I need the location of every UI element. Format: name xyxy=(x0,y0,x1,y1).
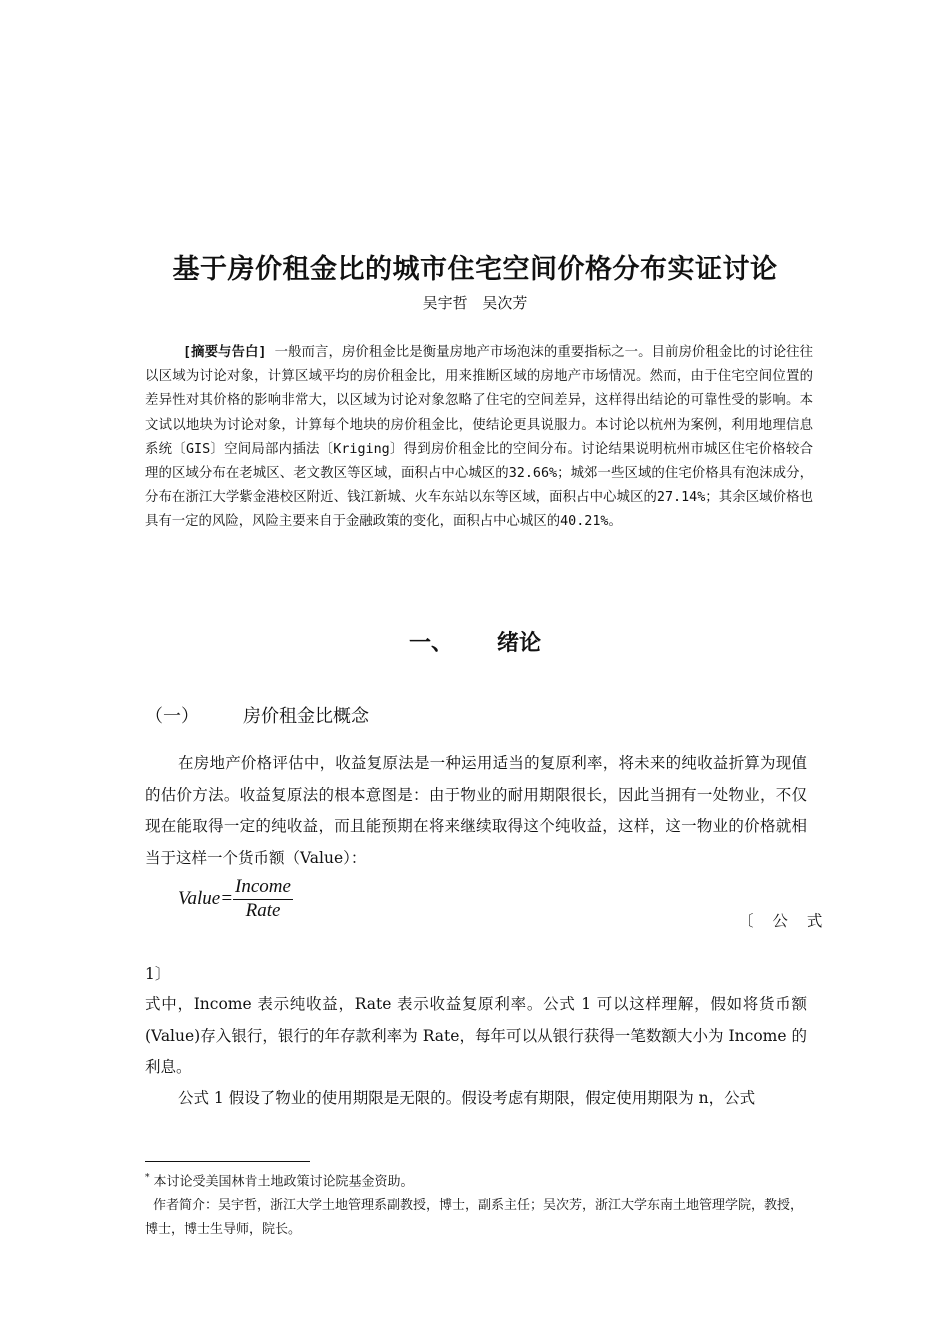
abstract xyxy=(145,341,813,535)
formula-fraction xyxy=(233,876,293,922)
section-heading xyxy=(0,626,950,657)
subsection-title: 房价租金比概念 xyxy=(243,706,369,727)
subsection-number: （一） xyxy=(145,706,199,727)
paragraph-2: 式中，Income 表示纯收益，Rate 表示收益复原利率。公式 1 可以这样理解，假如将货币额(Value)存入银行，银行的年存款利率为 Rate，每年可以从银行获得一笔数额大小为 Income 的利息。 xyxy=(145,995,807,1077)
subsection-heading xyxy=(145,702,369,728)
footnote-divider xyxy=(145,1161,310,1162)
section-number: 一、 xyxy=(408,631,453,656)
abstract-label: [摘要与告白] xyxy=(183,345,267,360)
abstract-text: 一般而言，房价租金比是衡量房地产市场泡沫的重要指标之一。目前房价租金比的讨论往往以区域为讨论对象，计算区域平均的房价租金比，用来推断区域的房地产市场情况。然而，由于住宅空间位置的差异性对其价格的影响非常大，以区域为讨论对象忽略了住宅的空间差异，这样得出结论的可靠性受的影响。本文试以地块为讨论对象，计算每个地块的房价租金比，使结论更具说服力。本讨论以杭州为案例，利用地理信息系统〔GIS〕空间局部内插法〔Kriging〕得到房价租金比的空间分布。讨论结果说明杭州市城区住宅价格较合理的区域分布在老城区、老文教区等区域，面积占中心城区的32.66%；城郊一些区域的住宅价格具有泡沫成分，分布在浙江大学紫金港校区附近、钱江新城、火车东站以东等区域，面积占中心城区的27.14%；其余区域价格也具有一定的风险，风险主要来自于金融政策的变化，面积占中心城区的40.21%。 xyxy=(145,345,814,530)
formula-numerator: Income xyxy=(233,876,293,900)
footnote-marker: * xyxy=(145,1173,150,1183)
paragraph-1: 在房地产价格评估中，收益复原法是一种运用适当的复原利率，将未来的纯收益折算为现值的估价方法。收益复原法的根本意图是：由于物业的耐用期限很长，因此当拥有一处物业，不仅现在能取得一定的纯收益，而且能预期在将来继续取得这个纯收益，这样，这一物业的价格就相当于这样一个货币额（Value）： xyxy=(145,754,807,867)
footnotes xyxy=(145,1166,810,1242)
paragraph-3: 公式 1 假设了物业的使用期限是无限的。假设考虑有期限，假定使用期限为 n，公式 xyxy=(178,1089,756,1107)
footnote-funding: * 本讨论受美国林肯土地政策讨论院基金资助。 xyxy=(145,1173,414,1190)
footnote-authors: 作者简介：吴宇哲，浙江大学土地管理系副教授，博士，副系主任；吴次芳，浙江大学东南土地管理学院，教授，博士，博士生导师，院长。 xyxy=(145,1198,804,1238)
formula-denominator: Rate xyxy=(245,900,281,921)
formula-lhs: Value= xyxy=(178,888,234,909)
formula xyxy=(178,876,293,922)
page-title: 基于房价租金比的城市住宅空间价格分布实证讨论 xyxy=(172,254,778,285)
formula-label: 〔 公 式 xyxy=(738,912,823,930)
section-title: 绪论 xyxy=(497,631,542,656)
authors: 吴宇哲 吴次芳 xyxy=(422,294,528,312)
formula-label-cont: 1〕 xyxy=(145,965,171,983)
